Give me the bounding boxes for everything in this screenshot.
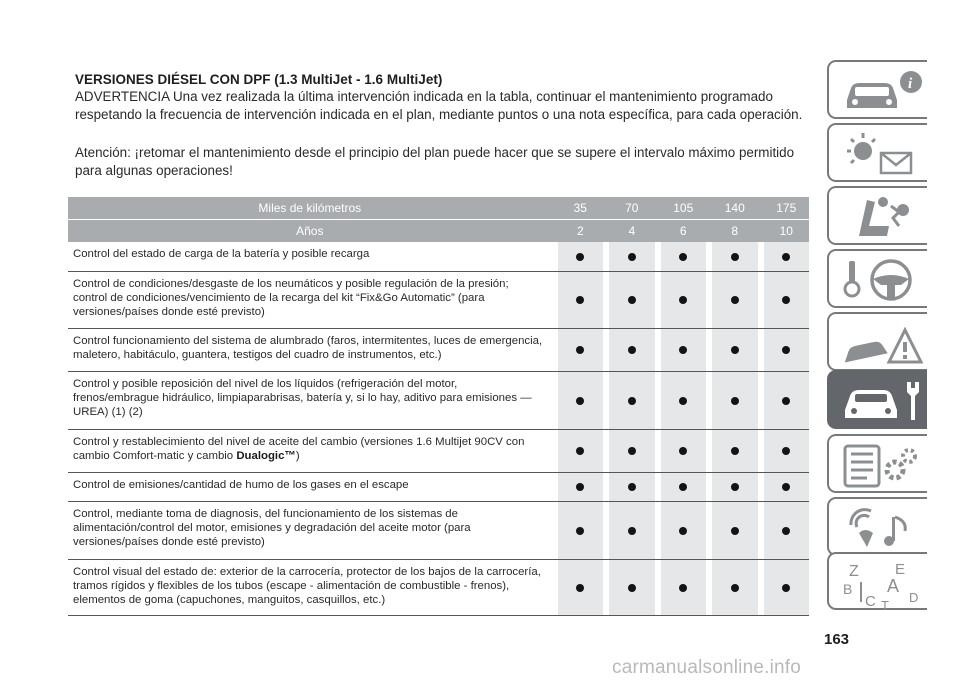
check-dot: [679, 527, 687, 535]
tab-index[interactable]: [827, 552, 927, 610]
years-col-header: 2: [576, 224, 584, 238]
table-row: [68, 430, 809, 473]
check-dot: [628, 447, 636, 455]
table-header-years: [68, 220, 809, 242]
check-dot: [576, 447, 584, 455]
multimedia-icon: [837, 503, 927, 553]
check-dot: [782, 527, 790, 535]
check-dot: [576, 584, 584, 592]
years-col-header: 8: [731, 224, 739, 238]
check-dot: [782, 447, 790, 455]
table-row: [68, 242, 809, 272]
check-dot: [628, 397, 636, 405]
table-row: [68, 272, 809, 329]
tab-car-info[interactable]: [827, 60, 927, 119]
check-dot: [731, 447, 739, 455]
check-dot: [628, 527, 636, 535]
check-dot: [576, 483, 584, 491]
check-dot: [679, 447, 687, 455]
years-header-label: Años: [296, 224, 324, 238]
car-maintenance-icon: [837, 376, 927, 426]
check-dot: [679, 584, 687, 592]
km-col-header: 35: [573, 201, 587, 215]
check-dot: [679, 483, 687, 491]
check-dot: [731, 584, 739, 592]
airbag-seat-icon: [837, 192, 927, 242]
table-row: [68, 473, 809, 502]
table-row: [68, 329, 809, 372]
index-letter: E: [895, 561, 906, 578]
check-dot: [731, 483, 739, 491]
operation-text: Control de emisiones/cantidad de humo de los gases en el escape: [73, 479, 409, 491]
index-letter: A: [887, 576, 900, 596]
specs-gears-icon: [837, 440, 927, 490]
years-col-header: 4: [628, 224, 636, 238]
tab-multimedia[interactable]: [827, 497, 927, 556]
svg-text:i: i: [908, 76, 913, 92]
index-letter: T: [881, 598, 889, 610]
table-row: [68, 560, 809, 616]
operation-text: Control y posible reposición del nivel de los líquidos (refrigeración del motor, frenos/embrague hidráulico, limpiaparabrisas, batería y, si lo hay, aditivo para emisiones — UREA) (1) (2): [73, 378, 532, 418]
check-dot: [731, 397, 739, 405]
maintenance-table: [68, 197, 809, 616]
table-header-km: [68, 197, 809, 220]
check-dot: [628, 253, 636, 261]
tab-technical-data[interactable]: [827, 434, 927, 493]
check-dot: [679, 397, 687, 405]
page-number: 163: [824, 631, 850, 648]
dualogic-brand: Dualogic™: [236, 450, 296, 462]
car-info-icon: [837, 66, 927, 116]
tab-maintenance[interactable]: [827, 370, 927, 429]
index-letter: C: [865, 593, 876, 610]
alphabetical-index-icon: [837, 558, 927, 610]
check-dot: [628, 296, 636, 304]
km-col-header: 70: [625, 201, 639, 215]
operation-text: Control del estado de carga de la batería y posible recarga: [73, 248, 370, 260]
table-row: [68, 502, 809, 560]
section-heading: VERSIONES DIÉSEL CON DPF (1.3 MultiJet - 1.6 MultiJet): [75, 72, 443, 87]
tab-lights-warnings[interactable]: [827, 123, 927, 182]
check-dot: [731, 296, 739, 304]
table-row: [68, 372, 809, 430]
index-letter: Z: [849, 563, 859, 580]
check-dot: [731, 527, 739, 535]
index-letter: D: [909, 590, 919, 605]
km-col-header: 175: [776, 201, 797, 215]
check-dot: [782, 397, 790, 405]
check-dot: [679, 346, 687, 354]
check-dot: [576, 296, 584, 304]
check-dot: [576, 527, 584, 535]
operation-text: Control funcionamiento del sistema de alumbrado (faros, intermitentes, luces de emergencia, maletero, habitáculo, guantera, testigos del cuadro de instrumentos, etc.): [73, 335, 543, 361]
check-dot: [782, 584, 790, 592]
check-dot: [576, 397, 584, 405]
check-dot: [731, 346, 739, 354]
operation-text: Control visual del estado de: exterior de la carrocería, protector de los bajos de la carrocería, tramos rígidos y flexibles de los tubos (escape - alimentación de combustible - frenos), elementos de goma (capuchones, manguitos, casquillos, etc.): [73, 566, 541, 606]
check-dot: [782, 483, 790, 491]
index-letter: B: [843, 581, 853, 597]
operation-text: Control, mediante toma de diagnosis, del funcionamiento de los sistemas de alimentación/control del motor, emisiones y degradación del aceite motor (para versiones/países donde esté previsto): [73, 508, 471, 548]
attention-paragraph: Atención: ¡retomar el mantenimiento desde el principio del plan puede hacer que se supere el intervalo máximo permitido para algunas operaciones!: [75, 145, 795, 178]
tab-safety[interactable]: [827, 186, 927, 245]
warning-paragraph: ADVERTENCIA Una vez realizada la última intervención indicada en la tabla, continuar el mantenimiento programado respetando la frecuencia de intervención indicada en el plan, mediante puntos o una nota específica, para cada operación.: [75, 89, 803, 122]
years-col-header: 6: [679, 224, 687, 238]
check-dot: [628, 483, 636, 491]
years-col-header: 10: [779, 224, 793, 238]
tab-emergency[interactable]: [827, 312, 927, 371]
check-dot: [679, 296, 687, 304]
check-dot: [782, 253, 790, 261]
watermark: carmanualsonline.info: [612, 657, 802, 678]
check-dot: [782, 346, 790, 354]
tab-starting-driving[interactable]: [827, 249, 927, 308]
check-dot: [628, 584, 636, 592]
check-dot: [782, 296, 790, 304]
road-warning-icon: [837, 318, 927, 368]
operation-text: Control de condiciones/desgaste de los neumáticos y posible regulación de la presión; control de condiciones/vencimiento de la recarga del kit “Fix&Go Automatic” (para versiones/países donde esté previsto): [73, 278, 509, 318]
km-col-header: 105: [673, 201, 694, 215]
km-col-header: 140: [724, 201, 745, 215]
check-dot: [576, 253, 584, 261]
lights-warning-icon: [837, 129, 927, 179]
check-dot: [731, 253, 739, 261]
check-dot: [576, 346, 584, 354]
steering-wheel-icon: [837, 255, 927, 305]
check-dot: [628, 346, 636, 354]
check-dot: [679, 253, 687, 261]
operation-text: Control y restablecimiento del nivel de aceite del cambio (versiones 1.6 Multijet 90CV con cambio Comfort-matic y cambio Dualogic™): [73, 436, 525, 462]
km-header-label: Miles de kilómetros: [258, 201, 362, 215]
